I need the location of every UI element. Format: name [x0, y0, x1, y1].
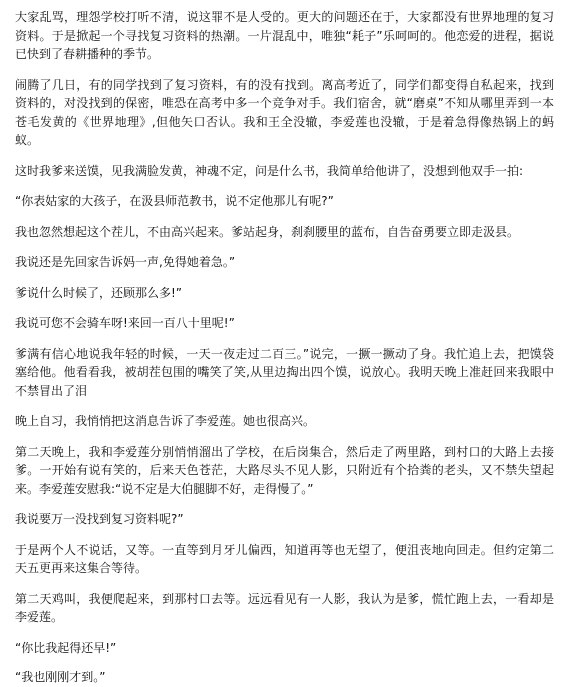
paragraph-5: 我也忽然想起这个茬儿，不由高兴起来。爹站起身，刹刹腰里的蓝布，自告奋勇要立即走汲县。 — [15, 224, 520, 239]
paragraph-1: 大家乱骂，理怨学校打听不清，说这罪不是人受的。更大的问题还在于，大家都没有世界地理的复习资料。于是掀起一个寻找复习资料的热潮。一片混乱中，唯独“耗子”乐呵呵的。他恋爱的进程，据说已快到了春耕播种的季节。 — [15, 10, 554, 61]
paragraph-15: “你比我起得还早!” — [15, 640, 117, 655]
paragraph-11: 第二天晚上，我和李爱莲分别悄悄溜出了学校，在后岗集合，然后走了两里路，到村口的大路上去接爹。一开始有说有笑的，后来天色苍茫，大路尽头不见人影，只附近有个拾粪的老头，又不禁失望起来。李爱莲安慰我:“说不定是大伯腿脚不好，走得慢了。” — [15, 444, 554, 496]
paragraph-12: 我说要万一没找到复习资料呢?” — [15, 512, 184, 526]
paragraph-16: “我也刚刚才到。” — [15, 670, 106, 684]
paragraph-6: 我说还是先回家告诉妈一声,免得她着急。” — [15, 255, 236, 269]
paragraph-3: 这时我爹来送馍，见我满脸发黄，神魂不定，问是什么书，我简单给他讲了，没想到他双手一拍: — [15, 163, 524, 178]
paragraph-13: 于是两个人不说话，又等。一直等到月牙儿偏西，知道再等也无望了，便沮丧地向回走。但约定第二天五更再来这集合等待。 — [15, 542, 554, 575]
paragraph-4: “你表姑家的大孩子，在汲县师范教书，说不定他那儿有呢?” — [15, 194, 334, 208]
paragraph-9: 爹满有信心地说我年轻的时候，一天一夜走过二百三。”说完，一撅一撅动了身。我忙追上去，把馍袋塞给他。他看看我，被胡茬包围的嘴笑了笑,从里边掏出四个馍，说放心。我明天晚上准赶回来我眼中不禁冒出了泪 — [15, 346, 554, 398]
paragraph-7: 爹说什么时候了，还顾那么多!” — [15, 285, 183, 300]
paragraph-10: 晚上自习，我悄悄把这消息告诉了李爱莲。她也很高兴。 — [15, 414, 316, 428]
paragraph-8: 我说可您不会骑车呀!来回一百八十里呢!” — [15, 316, 235, 330]
paragraph-14: 第二天鸡叫，我便爬起来，到那村口去等。远远看见有一人影，我认为是爹，慌忙跑上去，一看却是李爱莲。 — [15, 591, 554, 624]
paragraph-2: 闹腾了几日，有的同学找到了复习资料，有的没有找到。离高考近了，同学们都变得自私起来，找到资料的，对没找到的保密，唯恐在高考中多一个竞争对手。我们宿舍，就“磨桌”不知从哪里弄到一本苍毛发黄的《世界地理》,但他矢口否认。我和王全没辙，李爱莲也没辙，于是着急得像热锅上的蚂蚁。 — [15, 77, 554, 147]
